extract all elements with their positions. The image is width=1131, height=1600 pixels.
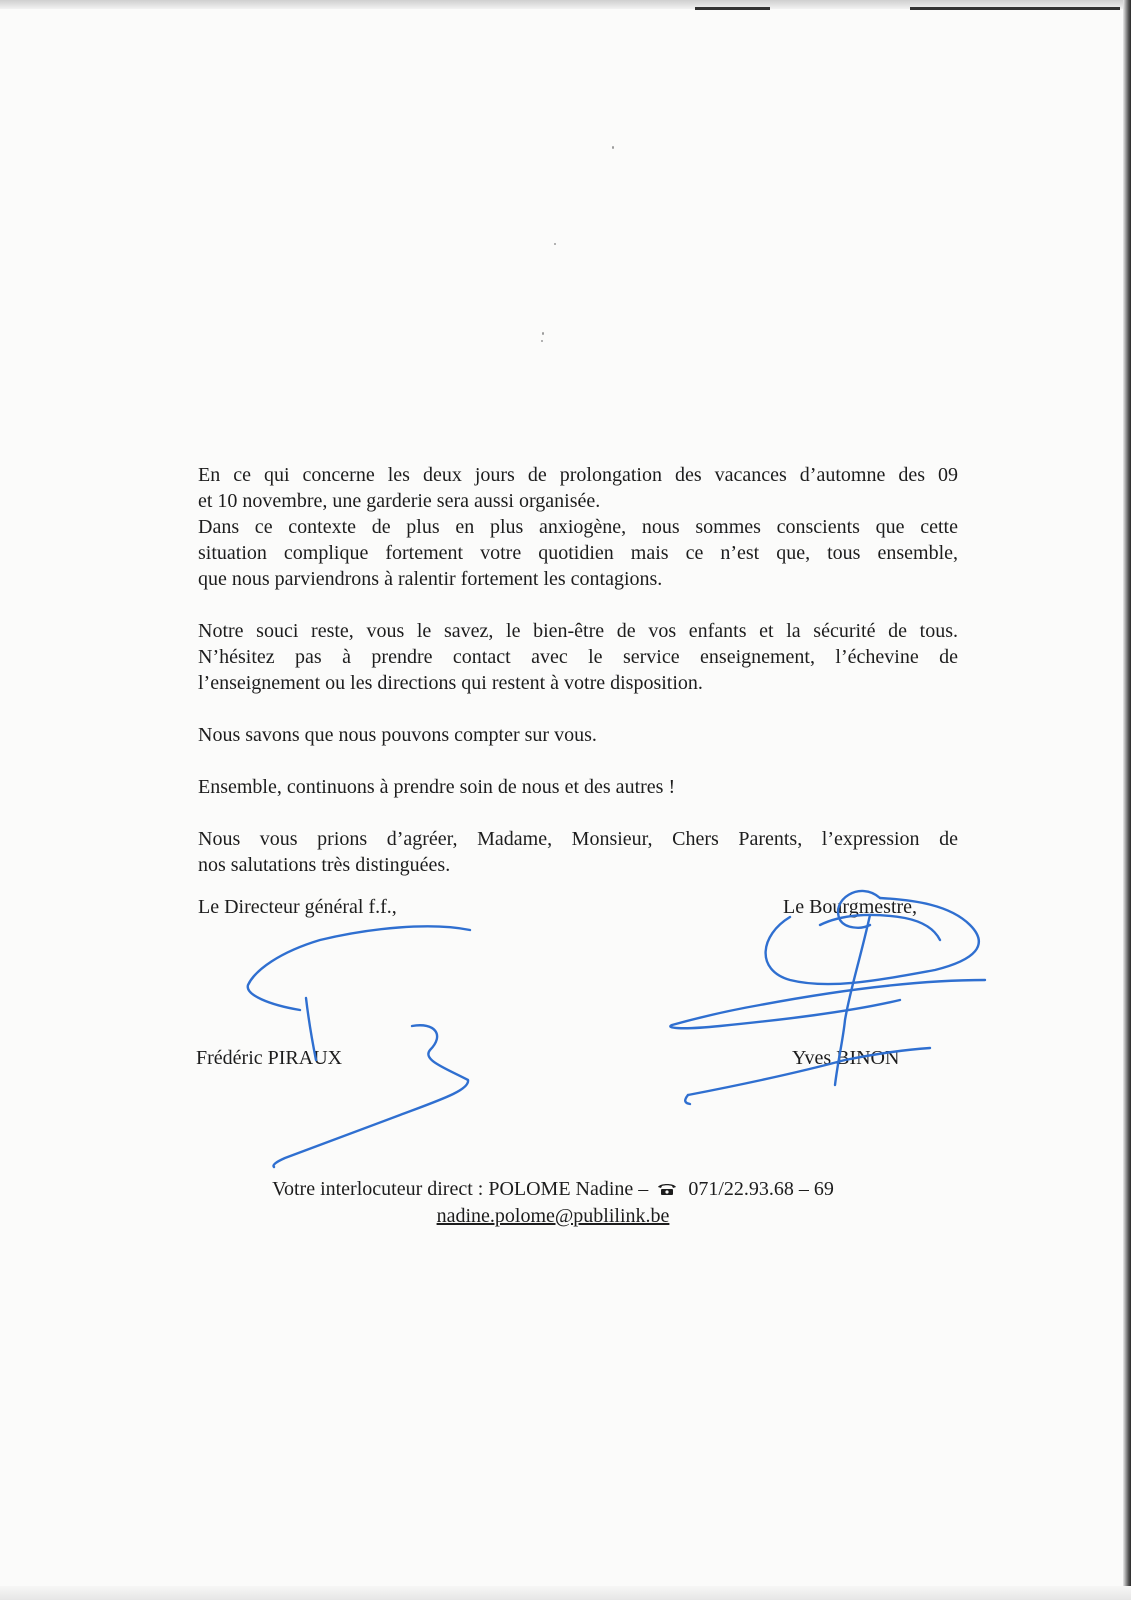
body-line: N’hésitez pas à prendre contact avec le service enseignement, l’échevine de [198,646,958,668]
body-line: situation complique fortement votre quotidien mais ce n’est que, tous ensemble, [198,542,958,564]
left-signatory-name: Frédéric PIRAUX [196,1047,343,1069]
contact-email-link[interactable]: nadine.polome@publilink.be [436,1205,670,1227]
paragraph-souci [198,618,958,696]
scan-bottom-edge [0,1586,1131,1600]
right-signature-stroke [685,1095,690,1104]
body-line: En ce qui concerne les deux jours de prolongation des vacances d’automne des 09 [198,464,958,486]
body-line: Nous vous prions d’agréer, Madame, Monsieur, Chers Parents, l’expression de [198,828,958,850]
paragraph-salutations [198,826,958,878]
left-signatory-title: Le Directeur général f.f., [198,896,397,918]
scan-speck [554,243,556,245]
scan-speck [542,332,544,335]
body-line: nos salutations très distinguées. [198,854,451,876]
paragraph-garderie [198,462,958,592]
body-line: Nous savons que nous pouvons compter sur vous. [198,724,597,746]
paragraph-confiance [198,722,958,748]
scan-right-edge [1123,0,1131,1600]
contact-line [0,1176,1106,1202]
email-line [0,1203,1106,1229]
body-line: que nous parviendrons à ralentir fortement les contagions. [198,568,663,590]
body-line: Ensemble, continuons à prendre soin de nous et des autres ! [198,776,676,798]
body-line: Dans ce contexte de plus en plus anxiogène, nous sommes conscients que cette [198,516,958,538]
contact-prefix: Votre interlocuteur direct : POLOME Nadine – [272,1178,649,1200]
letter-body [198,462,958,904]
scan-edge-mark [910,7,1120,10]
contact-phone: 071/22.93.68 – 69 [688,1178,834,1200]
right-signatory-title: Le Bourgmestre, [783,896,918,918]
telephone-icon [657,1182,677,1196]
right-signatory-name: Yves BINON [792,1047,900,1069]
scan-speck [541,340,543,342]
left-signature-stroke [248,926,470,1010]
scan-speck [612,146,614,149]
paragraph-ensemble [198,774,958,800]
right-signature-stroke [670,980,985,1028]
body-line: l’enseignement ou les directions qui restent à votre disposition. [198,672,703,694]
scan-edge-mark [695,7,770,10]
body-line: Notre souci reste, vous le savez, le bien-être de vos enfants et la sécurité de tous. [198,620,958,642]
body-line: et 10 novembre, une garderie sera aussi organisée. [198,490,601,512]
